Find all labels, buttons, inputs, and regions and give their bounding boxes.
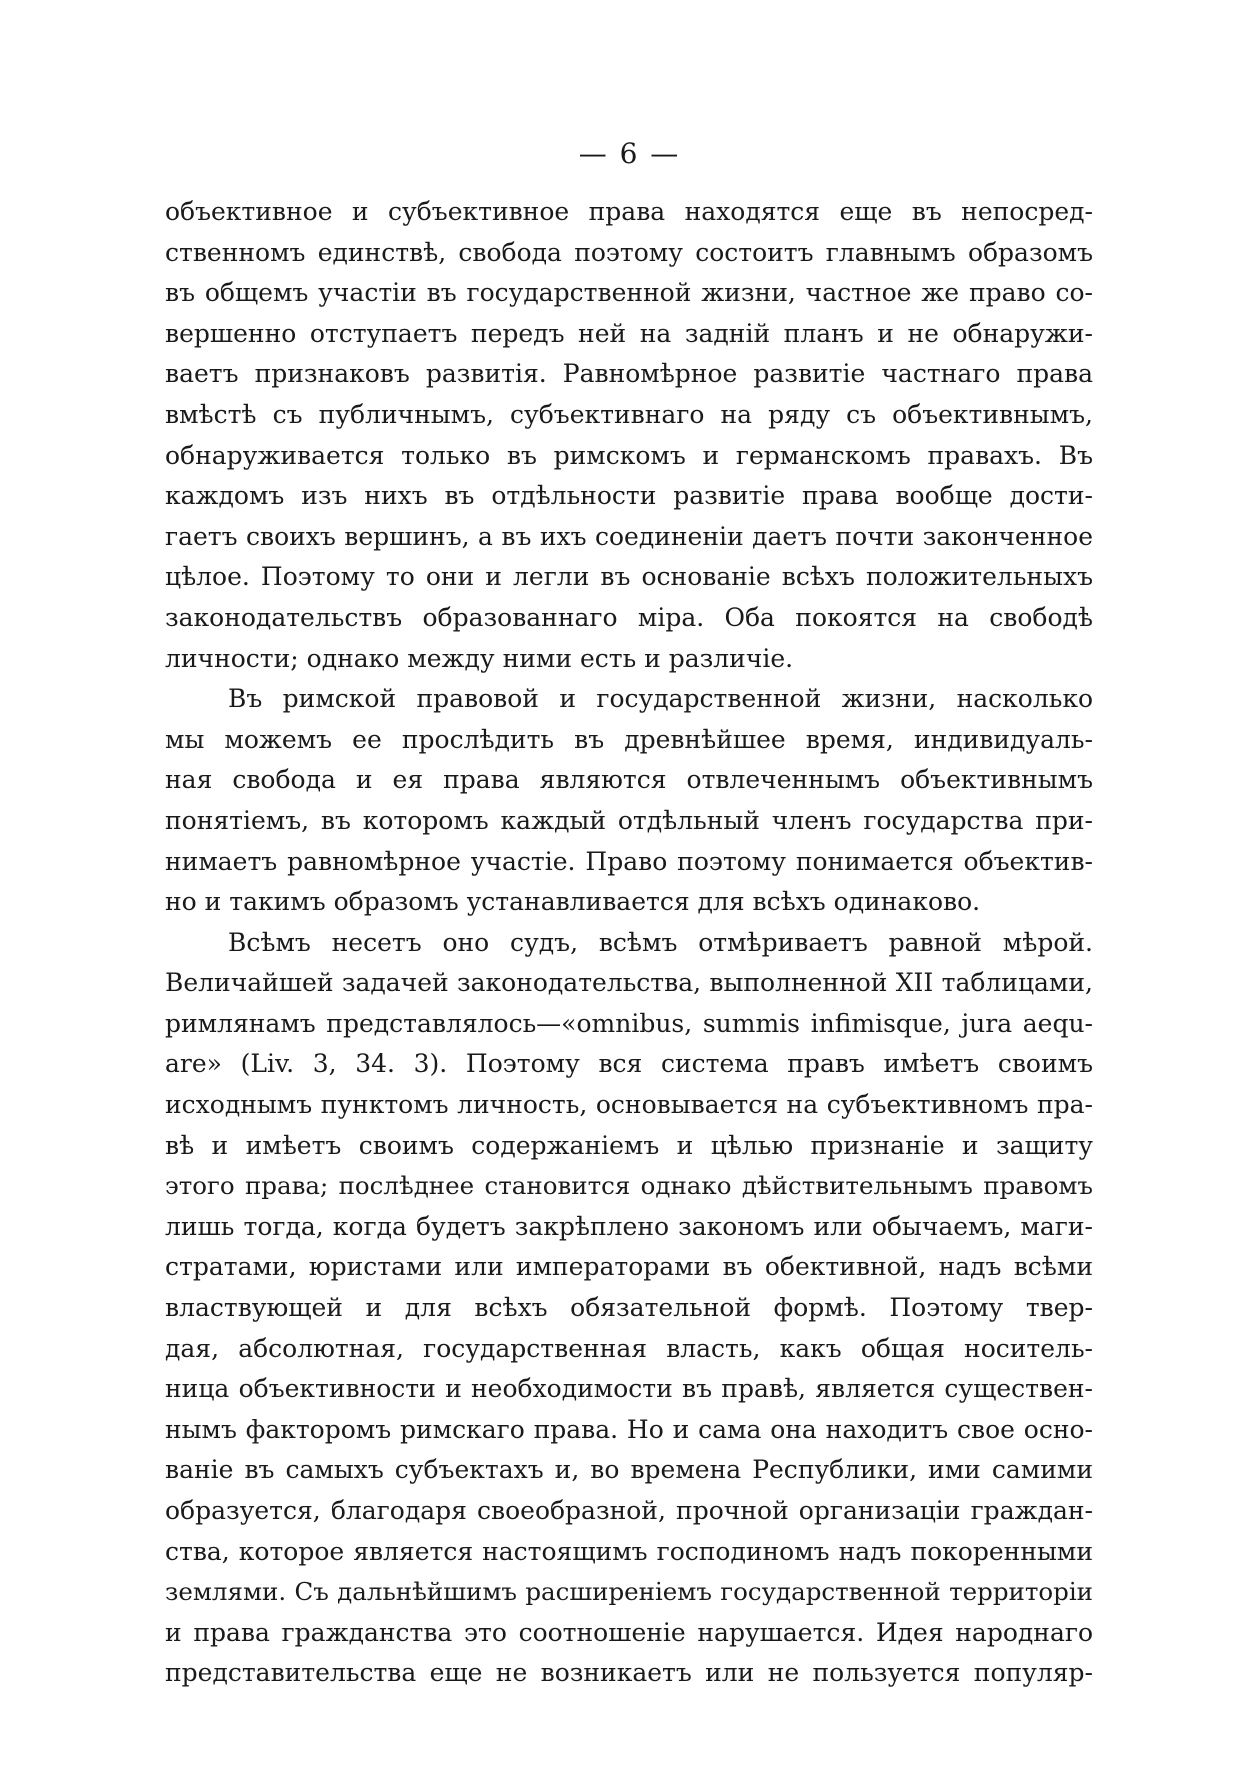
page-number: — 6 — [578,137,681,170]
text-line: ства, которое является настоящимъ господиномъ надъ покоренными [165,1536,1093,1566]
text-line: вмѣстѣ съ публичнымъ, субъективнаго на ряду съ объективнымъ, [165,399,1093,429]
text-line: землями. Съ дальнѣйшимъ расширеніемъ государственной территоріи [165,1577,1093,1607]
text-line: въ общемъ участіи въ государственной жизни, частное же право со- [165,278,1093,308]
text-line: лишь тогда, когда будетъ закрѣплено закономъ или обычаемъ, маги- [165,1211,1093,1241]
text-line: гаетъ своихъ вершинъ, а въ ихъ соединеніи даетъ почти законченное [165,521,1093,551]
text-line: мы можемъ ее прослѣдить въ древнѣйшее время, индивидуаль- [165,724,1093,754]
text-line: римлянамъ представлялось—«omnibus, summis infimisque, jura aequ- [165,1008,1093,1038]
text-line: личности; однако между ними есть и различіе. [165,643,794,673]
text-line: этого права; послѣднее становится однако дѣйствительнымъ правомъ [165,1171,1093,1201]
text-line: законодательствъ образованнаго міра. Оба покоятся на свободѣ [165,602,1093,632]
text-line: Всѣмъ несетъ оно судъ, всѣмъ отмѣриваетъ равной мѣрой. [228,927,1093,957]
text-line: цѣлое. Поэтому то они и легли въ основаніе всѣхъ положительныхъ [165,562,1093,592]
text-line: властвующей и для всѣхъ обязательной формѣ. Поэтому твер- [165,1293,1093,1323]
text-line: нымъ факторомъ римскаго права. Но и сама она находитъ свое осно- [165,1414,1093,1444]
text-line: ница объективности и необходимости въ правѣ, является существен- [165,1374,1093,1404]
paragraph [165,192,1093,679]
text-line: но и такимъ образомъ устанавливается для всѣхъ одинаково. [165,887,981,917]
text-line: понятіемъ, въ которомъ каждый отдѣльный членъ государства при- [165,805,1093,835]
text-line: Величайшей задачей законодательства, выполненной XII таблицами, [165,968,1093,998]
text-line: обнаруживается только въ римскомъ и германскомъ правахъ. Въ [165,440,1093,470]
text-line: ваетъ признаковъ развитія. Равномѣрное развитіе частнаго права [165,359,1093,389]
paragraph [165,679,1093,923]
text-line: образуется, благодаря своеобразной, прочной организаціи граждан- [165,1496,1093,1525]
text-line: are» (Liv. 3, 34. 3). Поэтому вся система правъ имѣетъ своимъ [165,1049,1093,1079]
text-line: Въ римской правовой и государственной жизни, насколько [228,684,1093,714]
paragraph [165,923,1093,1694]
text-line: ственномъ единствѣ, свобода поэтому состоитъ главнымъ образомъ [165,237,1093,267]
text-line: и права гражданства это соотношеніе нарушается. Идея народнаго [165,1617,1093,1647]
text-line: нимаетъ равномѣрное участіе. Право поэтому понимается объектив- [165,846,1093,876]
text-line: объективное и субъективное права находятся еще въ непосред- [165,197,1093,226]
text-line: дая, абсолютная, государственная власть, какъ общая носитель- [165,1333,1093,1363]
text-line: ная свобода и ея права являются отвлеченнымъ объективнымъ [165,765,1093,795]
text-line: каждомъ изъ нихъ въ отдѣльности развитіе права вообще дости- [165,481,1093,511]
body-text [165,192,1093,1694]
text-line: вѣ и имѣетъ своимъ содержаніемъ и цѣлью признаніе и защиту [165,1130,1093,1160]
text-line: вершенно отступаетъ передъ ней на заднiй планъ и не обнаружи- [165,318,1093,348]
text-line: ваніе въ самыхъ субъектахъ и, во времена Республики, ими самими [165,1455,1093,1485]
text-line: стратами, юристами или императорами въ обективной, надъ всѣми [165,1252,1093,1282]
text-line: представительства еще не возникаетъ или не пользуется популяр- [165,1658,1093,1688]
text-line: исходнымъ пунктомъ личность, основывается на субъективномъ пра- [165,1090,1093,1120]
